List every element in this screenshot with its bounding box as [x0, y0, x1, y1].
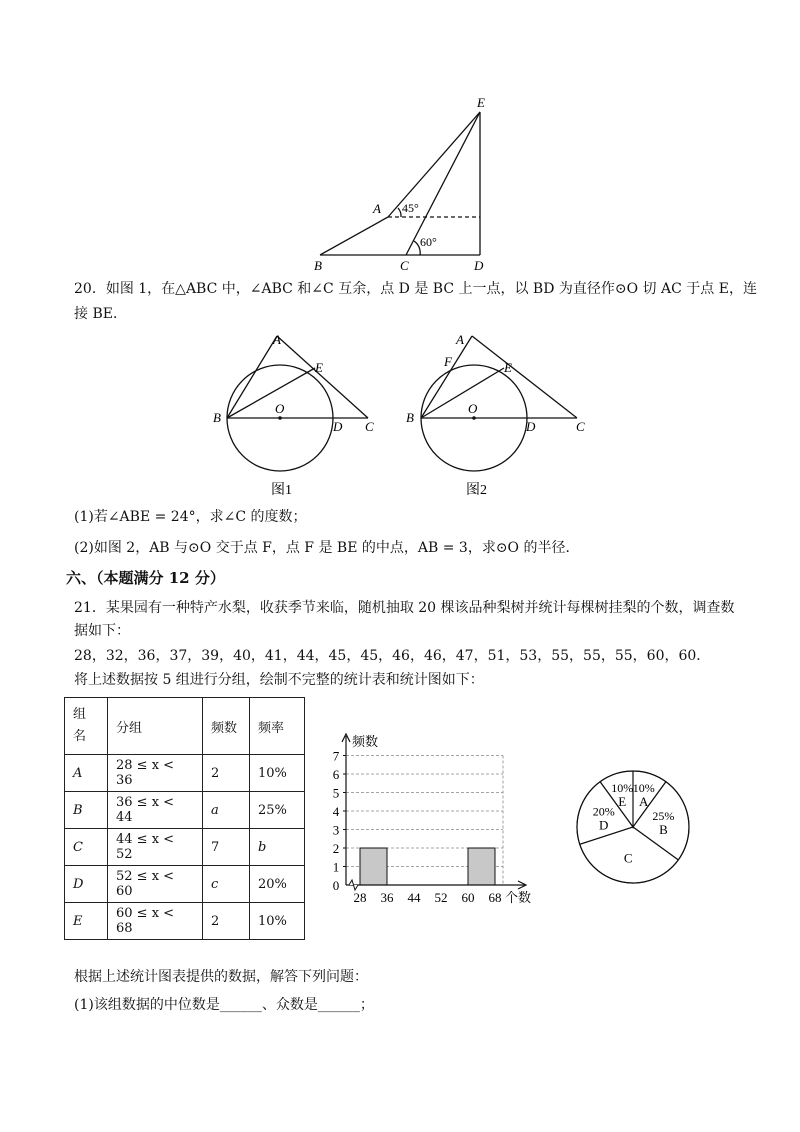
axis-break	[349, 880, 358, 890]
fig2-F: F	[444, 354, 452, 369]
pie-pct-E: 10%	[611, 780, 634, 795]
label-E: E	[477, 95, 485, 110]
header-freq: 频数	[203, 698, 250, 755]
circle-figure-1	[205, 328, 385, 498]
table-row: C 44 ≤ x < 52 7 b	[65, 829, 305, 866]
q21-data-line: 28，32，36，37，39，40，41，44，45，45，46，46，47，51，53，55，55，55，60，60．	[74, 648, 711, 664]
fig1-O: O	[275, 401, 285, 416]
fig2-E: E	[504, 360, 512, 375]
y-axis-label: 频数	[352, 734, 379, 749]
frequency-table	[64, 697, 305, 940]
q20-text-2: 接 BE．	[74, 306, 127, 322]
pie-pct-D: 20%	[592, 804, 615, 819]
fig2-caption: 图2	[466, 483, 487, 498]
pie-label-D: D	[599, 817, 609, 833]
x-axis-label: 个数	[505, 890, 532, 905]
y-tick-label: 7	[332, 748, 340, 764]
table-header-row	[65, 698, 305, 755]
fig2-A: A	[456, 332, 464, 347]
x-tick-label: 60	[461, 890, 475, 905]
x-tick-label: 44	[407, 890, 421, 905]
fig1-E: E	[315, 360, 323, 375]
table-row: E 60 ≤ x < 68 2 10%	[65, 903, 305, 940]
bar-28-36	[360, 848, 387, 885]
q20-text: 20．如图 1，在△ABC 中，∠ABC 和∠C 互余，点 D 是 BC 上一点，以 BD 为直径作⊙O 切 AC 于点 E，连	[74, 281, 757, 297]
y-tick-label: 0	[332, 878, 340, 893]
q21-text: 21．某果园有一种特产水梨，收获季节来临，随机抽取 20 棵该品种梨树并统计每棵树挂梨的个数，调查数	[74, 600, 735, 616]
header-range: 分组	[108, 698, 203, 755]
label-A: A	[373, 201, 381, 216]
y-tick-label: 2	[332, 841, 340, 856]
y-tick-label: 1	[332, 859, 340, 875]
q21-after: 根据上述统计图表提供的数据，解答下列问题：	[74, 969, 368, 985]
fig1-D: D	[333, 419, 343, 434]
fig1-C: C	[365, 419, 374, 434]
fig2-C: C	[576, 419, 585, 434]
fig2-B: B	[406, 410, 414, 425]
q20-part2: (2)如图 2，AB 与⊙O 交于点 F，点 F 是 BE 的中点，AB = 3，求⊙O 的半径．	[74, 540, 580, 556]
pie-label-A: A	[639, 793, 649, 809]
pie-pct-A: 10%	[632, 780, 655, 795]
pie-pct-B: 25%	[652, 809, 675, 824]
y-tick-label: 4	[332, 804, 340, 819]
angle-60: 60°	[420, 235, 437, 249]
fig1-B: B	[213, 410, 221, 425]
histogram-chart	[318, 728, 548, 910]
fig1-caption: 图1	[271, 483, 292, 498]
y-tick-label: 5	[332, 785, 340, 801]
fig1-A: A	[273, 332, 281, 347]
q21-intro: 将上述数据按 5 组进行分组，绘制不完整的统计表和统计图如下：	[74, 672, 484, 688]
table-row: A 28 ≤ x < 36 2 10%	[65, 755, 305, 792]
fig2-D: D	[526, 419, 536, 434]
pie-label-C: C	[623, 850, 633, 866]
circle-figure-2	[400, 328, 590, 498]
label-B: B	[314, 258, 322, 273]
pie-label-E: E	[618, 793, 627, 809]
x-tick-label: 28	[353, 890, 367, 905]
header-rate: 频率	[250, 698, 305, 755]
bar-60-68	[468, 848, 495, 885]
fig2-O: O	[468, 401, 478, 416]
label-D: D	[474, 258, 484, 273]
q21-text-2: 据如下：	[74, 623, 130, 639]
triangle-figure	[300, 90, 510, 275]
label-C: C	[400, 258, 409, 273]
y-tick-label: 6	[332, 767, 340, 782]
pie-chart	[570, 762, 700, 892]
angle-45: 45°	[402, 201, 419, 215]
x-tick-label: 52	[434, 890, 448, 905]
table-row: B 36 ≤ x < 44 a 25%	[65, 792, 305, 829]
header-group: 组 名	[65, 698, 108, 755]
y-tick-label: 3	[332, 822, 340, 838]
x-tick-label: 36	[380, 890, 394, 905]
pie-label-B: B	[659, 822, 668, 838]
q20-part1: (1)若∠ABE = 24°，求∠C 的度数；	[74, 509, 307, 525]
section-six-heading: 六、（本题满分 12 分）	[66, 569, 225, 587]
q21-part1: (1)该组数据的中位数是______、众数是______；	[74, 997, 374, 1013]
x-tick-label: 68	[488, 890, 502, 905]
table-row: D 52 ≤ x < 60 c 20%	[65, 866, 305, 903]
